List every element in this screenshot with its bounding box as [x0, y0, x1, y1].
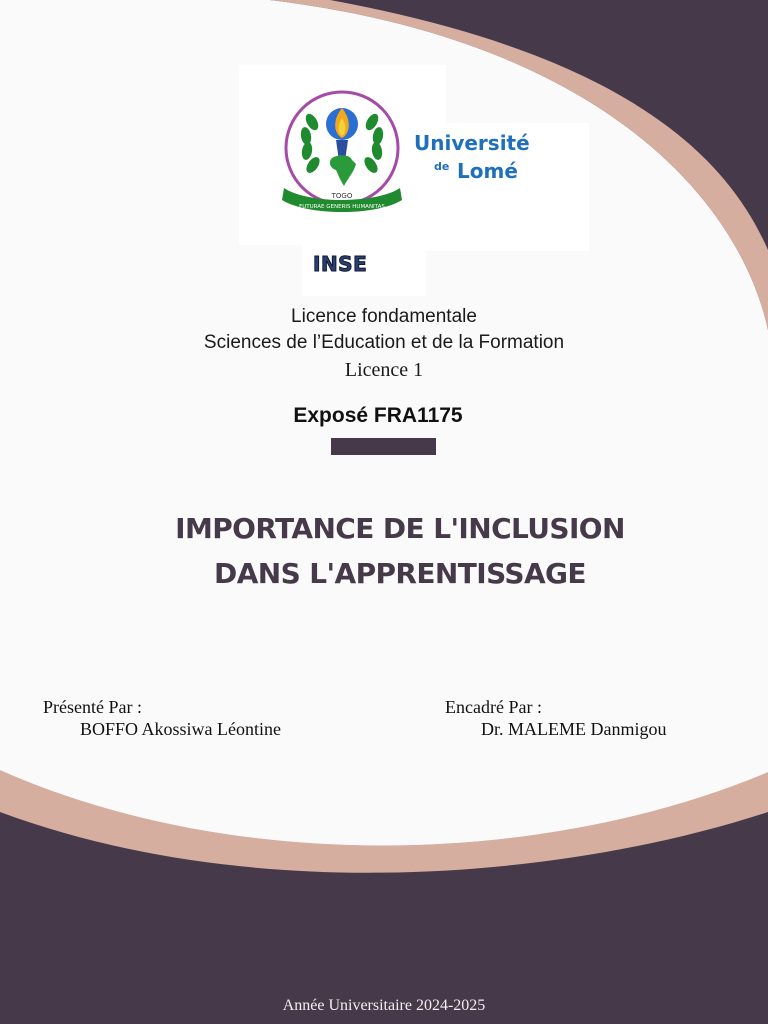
document-title-line-1: IMPORTANCE DE L'INCLUSION [175, 512, 625, 545]
supervised-by-label: Encadré Par : [445, 697, 542, 717]
university-city: Lomé [457, 159, 518, 183]
university-emblem-icon [278, 84, 408, 224]
supervisor-name: Dr. MALEME Danmigou [481, 719, 667, 739]
academic-year: Année Universitaire 2024-2025 [282, 997, 486, 1014]
program-field: Sciences de l’Education et de la Formation [203, 332, 565, 353]
program-level: Licence 1 [344, 359, 424, 381]
document-title-line-2: DANS L'APPRENTISSAGE [214, 557, 586, 590]
university-preposition: de [434, 160, 450, 173]
degree-label: Licence fondamentale [291, 306, 477, 327]
presented-by-label: Présenté Par : [43, 697, 142, 717]
presenter-name: BOFFO Akossiwa Léontine [80, 719, 282, 739]
divider-bar [331, 438, 436, 455]
svg-text:FUTURAE GENERIS HUMANITAS: FUTURAE GENERIS HUMANITAS [299, 204, 385, 210]
course-code: Exposé FRA1175 [293, 404, 463, 427]
university-name: Université [414, 131, 530, 155]
svg-text:TOGO: TOGO [331, 192, 353, 200]
institute-name: INSE [313, 252, 368, 276]
